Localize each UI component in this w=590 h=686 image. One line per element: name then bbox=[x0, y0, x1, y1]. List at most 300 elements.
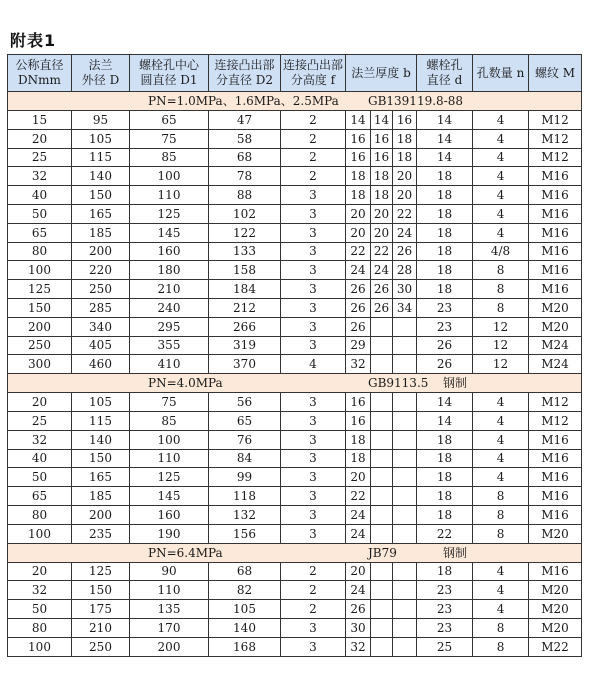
table-cell: 14 bbox=[417, 129, 473, 148]
table-cell: 165 bbox=[72, 468, 130, 487]
table-cell: 20 bbox=[8, 129, 72, 148]
table-cell: 22 bbox=[417, 524, 473, 543]
table-cell: M12 bbox=[529, 111, 582, 130]
table-row bbox=[8, 167, 582, 186]
table-cell: 4 bbox=[473, 600, 529, 619]
table-cell: 29 bbox=[346, 336, 371, 355]
table-cell: 25 bbox=[417, 637, 473, 656]
table-cell: 18 bbox=[417, 449, 473, 468]
table-cell: 22 bbox=[393, 204, 417, 223]
table-cell: 16 bbox=[346, 129, 371, 148]
table-cell: 100 bbox=[8, 261, 72, 280]
table-cell bbox=[371, 393, 393, 412]
table-cell: 210 bbox=[130, 280, 209, 299]
table-cell: M16 bbox=[529, 468, 582, 487]
table-cell: 50 bbox=[8, 600, 72, 619]
table-cell bbox=[371, 562, 393, 581]
table-cell bbox=[393, 581, 417, 600]
table-cell: 410 bbox=[130, 355, 209, 374]
table-cell bbox=[393, 317, 417, 336]
table-cell: 25 bbox=[8, 148, 72, 167]
table-cell: 125 bbox=[8, 280, 72, 299]
table-cell: 250 bbox=[8, 336, 72, 355]
table-cell: 26 bbox=[393, 242, 417, 261]
table-cell: 18 bbox=[346, 430, 371, 449]
table-row bbox=[8, 298, 582, 317]
table-cell: 58 bbox=[209, 129, 281, 148]
table-cell: 340 bbox=[72, 317, 130, 336]
table-cell: 4/8 bbox=[473, 242, 529, 261]
column-header-line: 公称直径 bbox=[15, 58, 64, 72]
table-cell: 212 bbox=[209, 298, 281, 317]
table-cell: 15 bbox=[8, 111, 72, 130]
section-header-row bbox=[8, 92, 582, 111]
table-cell: 184 bbox=[209, 280, 281, 299]
table-cell: 3 bbox=[281, 430, 346, 449]
table-cell: 3 bbox=[281, 336, 346, 355]
table-cell: 319 bbox=[209, 336, 281, 355]
table-cell: 145 bbox=[130, 487, 209, 506]
table-cell: 26 bbox=[417, 355, 473, 374]
table-cell: 140 bbox=[72, 430, 130, 449]
column-header bbox=[417, 55, 473, 92]
table-cell: 100 bbox=[130, 167, 209, 186]
table-cell: 23 bbox=[417, 618, 473, 637]
column-header bbox=[209, 55, 281, 92]
table-cell: 12 bbox=[473, 336, 529, 355]
table-cell: 4 bbox=[473, 562, 529, 581]
table-cell: 47 bbox=[209, 111, 281, 130]
table-cell: M12 bbox=[529, 129, 582, 148]
table-cell: 4 bbox=[473, 430, 529, 449]
table-cell: 165 bbox=[72, 204, 130, 223]
column-header bbox=[281, 55, 346, 92]
table-cell: 16 bbox=[371, 129, 393, 148]
table-cell: 22 bbox=[346, 487, 371, 506]
table-row bbox=[8, 111, 582, 130]
table-cell: 18 bbox=[417, 167, 473, 186]
table-row bbox=[8, 449, 582, 468]
table-cell: M12 bbox=[529, 393, 582, 412]
table-cell: M16 bbox=[529, 562, 582, 581]
section-pressure: PN=1.0MPa、1.6MPa、2.5MPa bbox=[148, 94, 339, 108]
table-cell: 20 bbox=[346, 204, 371, 223]
table-cell: 50 bbox=[8, 468, 72, 487]
table-cell: 3 bbox=[281, 223, 346, 242]
table-cell: 24 bbox=[371, 261, 393, 280]
table-cell: 65 bbox=[209, 411, 281, 430]
column-header-line: 螺栓孔 bbox=[426, 58, 463, 72]
table-cell: 88 bbox=[209, 186, 281, 205]
table-cell bbox=[393, 430, 417, 449]
table-cell: 18 bbox=[346, 167, 371, 186]
table-cell bbox=[393, 487, 417, 506]
table-cell: 14 bbox=[417, 111, 473, 130]
table-cell: M20 bbox=[529, 317, 582, 336]
table-cell: M24 bbox=[529, 336, 582, 355]
table-cell: 266 bbox=[209, 317, 281, 336]
table-row bbox=[8, 468, 582, 487]
table-cell: 160 bbox=[130, 242, 209, 261]
table-cell bbox=[393, 618, 417, 637]
table-cell: 295 bbox=[130, 317, 209, 336]
table-cell: 30 bbox=[346, 618, 371, 637]
section-header bbox=[8, 92, 582, 111]
section-material: 钢制 bbox=[443, 545, 468, 560]
column-header bbox=[130, 55, 209, 92]
table-cell: 3 bbox=[281, 242, 346, 261]
table-cell: 24 bbox=[393, 223, 417, 242]
column-header-line: 分直径 D2 bbox=[215, 73, 274, 87]
table-cell: 14 bbox=[346, 111, 371, 130]
table-cell: 4 bbox=[281, 355, 346, 374]
table-cell: M16 bbox=[529, 487, 582, 506]
table-cell: 16 bbox=[346, 393, 371, 412]
table-cell: 20 bbox=[346, 223, 371, 242]
table-cell: M12 bbox=[529, 148, 582, 167]
table-cell: 3 bbox=[281, 618, 346, 637]
table-cell: 3 bbox=[281, 411, 346, 430]
table-cell: 4 bbox=[473, 204, 529, 223]
table-cell: 240 bbox=[130, 298, 209, 317]
table-cell: 23 bbox=[417, 581, 473, 600]
table-row bbox=[8, 204, 582, 223]
table-cell bbox=[393, 336, 417, 355]
table-cell: 140 bbox=[72, 167, 130, 186]
table-cell: 34 bbox=[393, 298, 417, 317]
table-cell: 18 bbox=[417, 223, 473, 242]
column-header bbox=[529, 55, 582, 92]
section-standard: GB9113.5 bbox=[368, 376, 429, 391]
table-cell: 95 bbox=[72, 111, 130, 130]
table-cell: 20 bbox=[371, 223, 393, 242]
table-cell bbox=[371, 411, 393, 430]
table-cell: 24 bbox=[346, 524, 371, 543]
table-cell: 132 bbox=[209, 505, 281, 524]
table-cell: 24 bbox=[346, 505, 371, 524]
table-cell: M20 bbox=[529, 600, 582, 619]
table-cell bbox=[371, 355, 393, 374]
table-cell: 18 bbox=[346, 449, 371, 468]
column-header-line: 直径 d bbox=[426, 73, 463, 87]
table-cell: 3 bbox=[281, 524, 346, 543]
table-cell bbox=[371, 581, 393, 600]
table-cell: 12 bbox=[473, 317, 529, 336]
table-cell: 200 bbox=[72, 505, 130, 524]
table-cell: 85 bbox=[130, 411, 209, 430]
section-header-row bbox=[8, 374, 582, 393]
table-cell: 26 bbox=[371, 298, 393, 317]
table-cell: 3 bbox=[281, 317, 346, 336]
column-header-line: 螺栓孔中心 bbox=[138, 58, 199, 72]
table-cell: 160 bbox=[130, 505, 209, 524]
table-cell: 20 bbox=[8, 562, 72, 581]
table-cell: 150 bbox=[8, 298, 72, 317]
table-row bbox=[8, 637, 582, 656]
table-cell: 105 bbox=[209, 600, 281, 619]
table-cell: M20 bbox=[529, 298, 582, 317]
table-cell: M16 bbox=[529, 167, 582, 186]
table-cell: 2 bbox=[281, 562, 346, 581]
table-cell: M12 bbox=[529, 411, 582, 430]
table-cell: 125 bbox=[130, 468, 209, 487]
table-cell: 20 bbox=[346, 562, 371, 581]
table-cell: 26 bbox=[346, 317, 371, 336]
table-cell: 40 bbox=[8, 449, 72, 468]
table-row bbox=[8, 430, 582, 449]
table-cell: 105 bbox=[72, 393, 130, 412]
table-cell bbox=[393, 393, 417, 412]
table-cell: 32 bbox=[346, 637, 371, 656]
table-cell: 102 bbox=[209, 204, 281, 223]
table-cell: 50 bbox=[8, 204, 72, 223]
table-cell: 16 bbox=[371, 148, 393, 167]
table-cell: 8 bbox=[473, 618, 529, 637]
table-cell: 145 bbox=[130, 223, 209, 242]
table-cell: 300 bbox=[8, 355, 72, 374]
table-cell: 18 bbox=[393, 148, 417, 167]
table-cell: 3 bbox=[281, 449, 346, 468]
table-cell bbox=[371, 317, 393, 336]
table-row bbox=[8, 336, 582, 355]
table-row bbox=[8, 618, 582, 637]
table-cell: 16 bbox=[346, 411, 371, 430]
table-row bbox=[8, 261, 582, 280]
table-cell: M24 bbox=[529, 355, 582, 374]
table-cell: 4 bbox=[473, 468, 529, 487]
table-cell: 99 bbox=[209, 468, 281, 487]
table-cell: 185 bbox=[72, 223, 130, 242]
table-cell: 80 bbox=[8, 505, 72, 524]
table-cell: 4 bbox=[473, 111, 529, 130]
table-cell: 3 bbox=[281, 505, 346, 524]
table-row bbox=[8, 242, 582, 261]
table-cell: 200 bbox=[72, 242, 130, 261]
table-cell: 24 bbox=[346, 261, 371, 280]
table-cell: 90 bbox=[130, 562, 209, 581]
table-cell: 20 bbox=[393, 167, 417, 186]
table-cell: M16 bbox=[529, 430, 582, 449]
section-standard: JB79 bbox=[368, 545, 397, 560]
table-cell: 125 bbox=[72, 562, 130, 581]
table-cell bbox=[371, 618, 393, 637]
table-cell: 18 bbox=[371, 167, 393, 186]
table-cell: 18 bbox=[371, 186, 393, 205]
table-cell: 12 bbox=[473, 355, 529, 374]
table-cell bbox=[393, 637, 417, 656]
table-cell: 76 bbox=[209, 430, 281, 449]
table-cell bbox=[393, 468, 417, 487]
section-standard: GB139119.8-88 bbox=[368, 94, 463, 108]
table-cell: 28 bbox=[393, 261, 417, 280]
table-cell: 4 bbox=[473, 186, 529, 205]
table-cell: 18 bbox=[393, 129, 417, 148]
section-pressure: PN=4.0MPa bbox=[148, 376, 223, 391]
table-cell bbox=[371, 600, 393, 619]
table-cell: 285 bbox=[72, 298, 130, 317]
table-cell: 16 bbox=[346, 148, 371, 167]
table-cell: 370 bbox=[209, 355, 281, 374]
table-cell: 32 bbox=[8, 430, 72, 449]
table-cell: 14 bbox=[371, 111, 393, 130]
table-cell: 8 bbox=[473, 505, 529, 524]
table-cell: 22 bbox=[346, 242, 371, 261]
table-row bbox=[8, 393, 582, 412]
table-cell: 14 bbox=[417, 148, 473, 167]
table-cell: 24 bbox=[346, 581, 371, 600]
table-row bbox=[8, 524, 582, 543]
column-header-line: 连接凸出部 bbox=[282, 58, 343, 72]
table-cell: 100 bbox=[130, 430, 209, 449]
table-cell: M16 bbox=[529, 204, 582, 223]
table-cell: 135 bbox=[130, 600, 209, 619]
table-header bbox=[8, 55, 582, 92]
table-cell bbox=[393, 411, 417, 430]
table-cell: 168 bbox=[209, 637, 281, 656]
table-cell: 65 bbox=[8, 223, 72, 242]
table-cell: 78 bbox=[209, 167, 281, 186]
table-cell: 18 bbox=[417, 430, 473, 449]
table-cell: 82 bbox=[209, 581, 281, 600]
table-body bbox=[8, 92, 582, 657]
table-cell: 4 bbox=[473, 393, 529, 412]
table-cell: 8 bbox=[473, 524, 529, 543]
table-cell: 2 bbox=[281, 581, 346, 600]
column-header-line: 外径 D bbox=[81, 73, 120, 87]
table-row bbox=[8, 581, 582, 600]
table-cell: 26 bbox=[346, 298, 371, 317]
table-cell bbox=[371, 336, 393, 355]
table-cell: 190 bbox=[130, 524, 209, 543]
table-cell: 3 bbox=[281, 487, 346, 506]
table-cell: 75 bbox=[130, 393, 209, 412]
table-cell: 100 bbox=[8, 637, 72, 656]
table-cell: 14 bbox=[417, 411, 473, 430]
table-cell: 2 bbox=[281, 167, 346, 186]
table-cell bbox=[371, 449, 393, 468]
table-row bbox=[8, 562, 582, 581]
table-cell: 175 bbox=[72, 600, 130, 619]
table-cell: 3 bbox=[281, 298, 346, 317]
table-row bbox=[8, 223, 582, 242]
table-cell: 4 bbox=[473, 449, 529, 468]
section-header bbox=[8, 374, 582, 393]
table-cell: 110 bbox=[130, 449, 209, 468]
table-cell: 355 bbox=[130, 336, 209, 355]
column-header-line: 法兰 bbox=[88, 58, 113, 72]
table-cell: 65 bbox=[130, 111, 209, 130]
table-cell bbox=[393, 355, 417, 374]
table-row bbox=[8, 411, 582, 430]
column-header bbox=[473, 55, 529, 92]
table-cell bbox=[371, 430, 393, 449]
table-cell: 8 bbox=[473, 487, 529, 506]
table-cell: 75 bbox=[130, 129, 209, 148]
table-cell: 65 bbox=[8, 487, 72, 506]
table-cell: 118 bbox=[209, 487, 281, 506]
table-cell bbox=[371, 637, 393, 656]
table-cell: 18 bbox=[417, 261, 473, 280]
table-cell: 30 bbox=[393, 280, 417, 299]
section-header bbox=[8, 543, 582, 562]
table-cell: 4 bbox=[473, 167, 529, 186]
table-cell: 8 bbox=[473, 280, 529, 299]
column-header-line: 孔数量 n bbox=[476, 65, 525, 80]
table-row bbox=[8, 280, 582, 299]
table-cell: 250 bbox=[72, 280, 130, 299]
table-cell: 2 bbox=[281, 600, 346, 619]
table-cell: 4 bbox=[473, 581, 529, 600]
table-cell: 122 bbox=[209, 223, 281, 242]
table-cell bbox=[393, 449, 417, 468]
table-cell: 20 bbox=[8, 393, 72, 412]
table-cell: 3 bbox=[281, 204, 346, 223]
table-cell: 8 bbox=[473, 637, 529, 656]
table-cell: 18 bbox=[417, 468, 473, 487]
section-pressure: PN=6.4MPa bbox=[148, 545, 223, 560]
table-cell: 200 bbox=[130, 637, 209, 656]
table-cell: 18 bbox=[417, 204, 473, 223]
table-cell: 2 bbox=[281, 129, 346, 148]
table-cell: 110 bbox=[130, 581, 209, 600]
table-row bbox=[8, 355, 582, 374]
table-cell: 3 bbox=[281, 186, 346, 205]
table-cell: 156 bbox=[209, 524, 281, 543]
table-cell: 3 bbox=[281, 261, 346, 280]
table-cell bbox=[371, 468, 393, 487]
table-cell: M16 bbox=[529, 449, 582, 468]
table-cell bbox=[371, 487, 393, 506]
table-cell: 16 bbox=[393, 111, 417, 130]
table-cell: M16 bbox=[529, 505, 582, 524]
table-cell: 26 bbox=[371, 280, 393, 299]
table-row bbox=[8, 505, 582, 524]
table-cell: 133 bbox=[209, 242, 281, 261]
table-cell: 23 bbox=[417, 298, 473, 317]
table-cell: 4 bbox=[473, 223, 529, 242]
table-cell: 2 bbox=[281, 111, 346, 130]
table-cell: 25 bbox=[8, 411, 72, 430]
table-cell: M20 bbox=[529, 524, 582, 543]
table-cell: 235 bbox=[72, 524, 130, 543]
table-cell: 3 bbox=[281, 280, 346, 299]
column-header-line: 圆直径 D1 bbox=[140, 73, 198, 87]
table-cell: 26 bbox=[346, 280, 371, 299]
table-cell: 4 bbox=[473, 411, 529, 430]
table-cell: 125 bbox=[130, 204, 209, 223]
table-cell: M16 bbox=[529, 280, 582, 299]
table-cell bbox=[371, 505, 393, 524]
flange-spec-table bbox=[7, 54, 582, 657]
table-cell: 140 bbox=[209, 618, 281, 637]
table-cell: 8 bbox=[473, 261, 529, 280]
table-cell: 115 bbox=[72, 148, 130, 167]
table-row bbox=[8, 129, 582, 148]
table-cell bbox=[393, 505, 417, 524]
table-cell: 8 bbox=[473, 298, 529, 317]
table-cell: 150 bbox=[72, 449, 130, 468]
column-header-line: 连接凸出部 bbox=[214, 58, 275, 72]
table-cell: M20 bbox=[529, 618, 582, 637]
column-header-line: 螺纹 M bbox=[534, 65, 576, 80]
table-cell: 4 bbox=[473, 148, 529, 167]
table-cell: 100 bbox=[8, 524, 72, 543]
section-material: 钢制 bbox=[443, 376, 468, 391]
column-header bbox=[72, 55, 130, 92]
table-cell: 3 bbox=[281, 393, 346, 412]
table-cell: 18 bbox=[417, 562, 473, 581]
table-cell: 18 bbox=[417, 280, 473, 299]
